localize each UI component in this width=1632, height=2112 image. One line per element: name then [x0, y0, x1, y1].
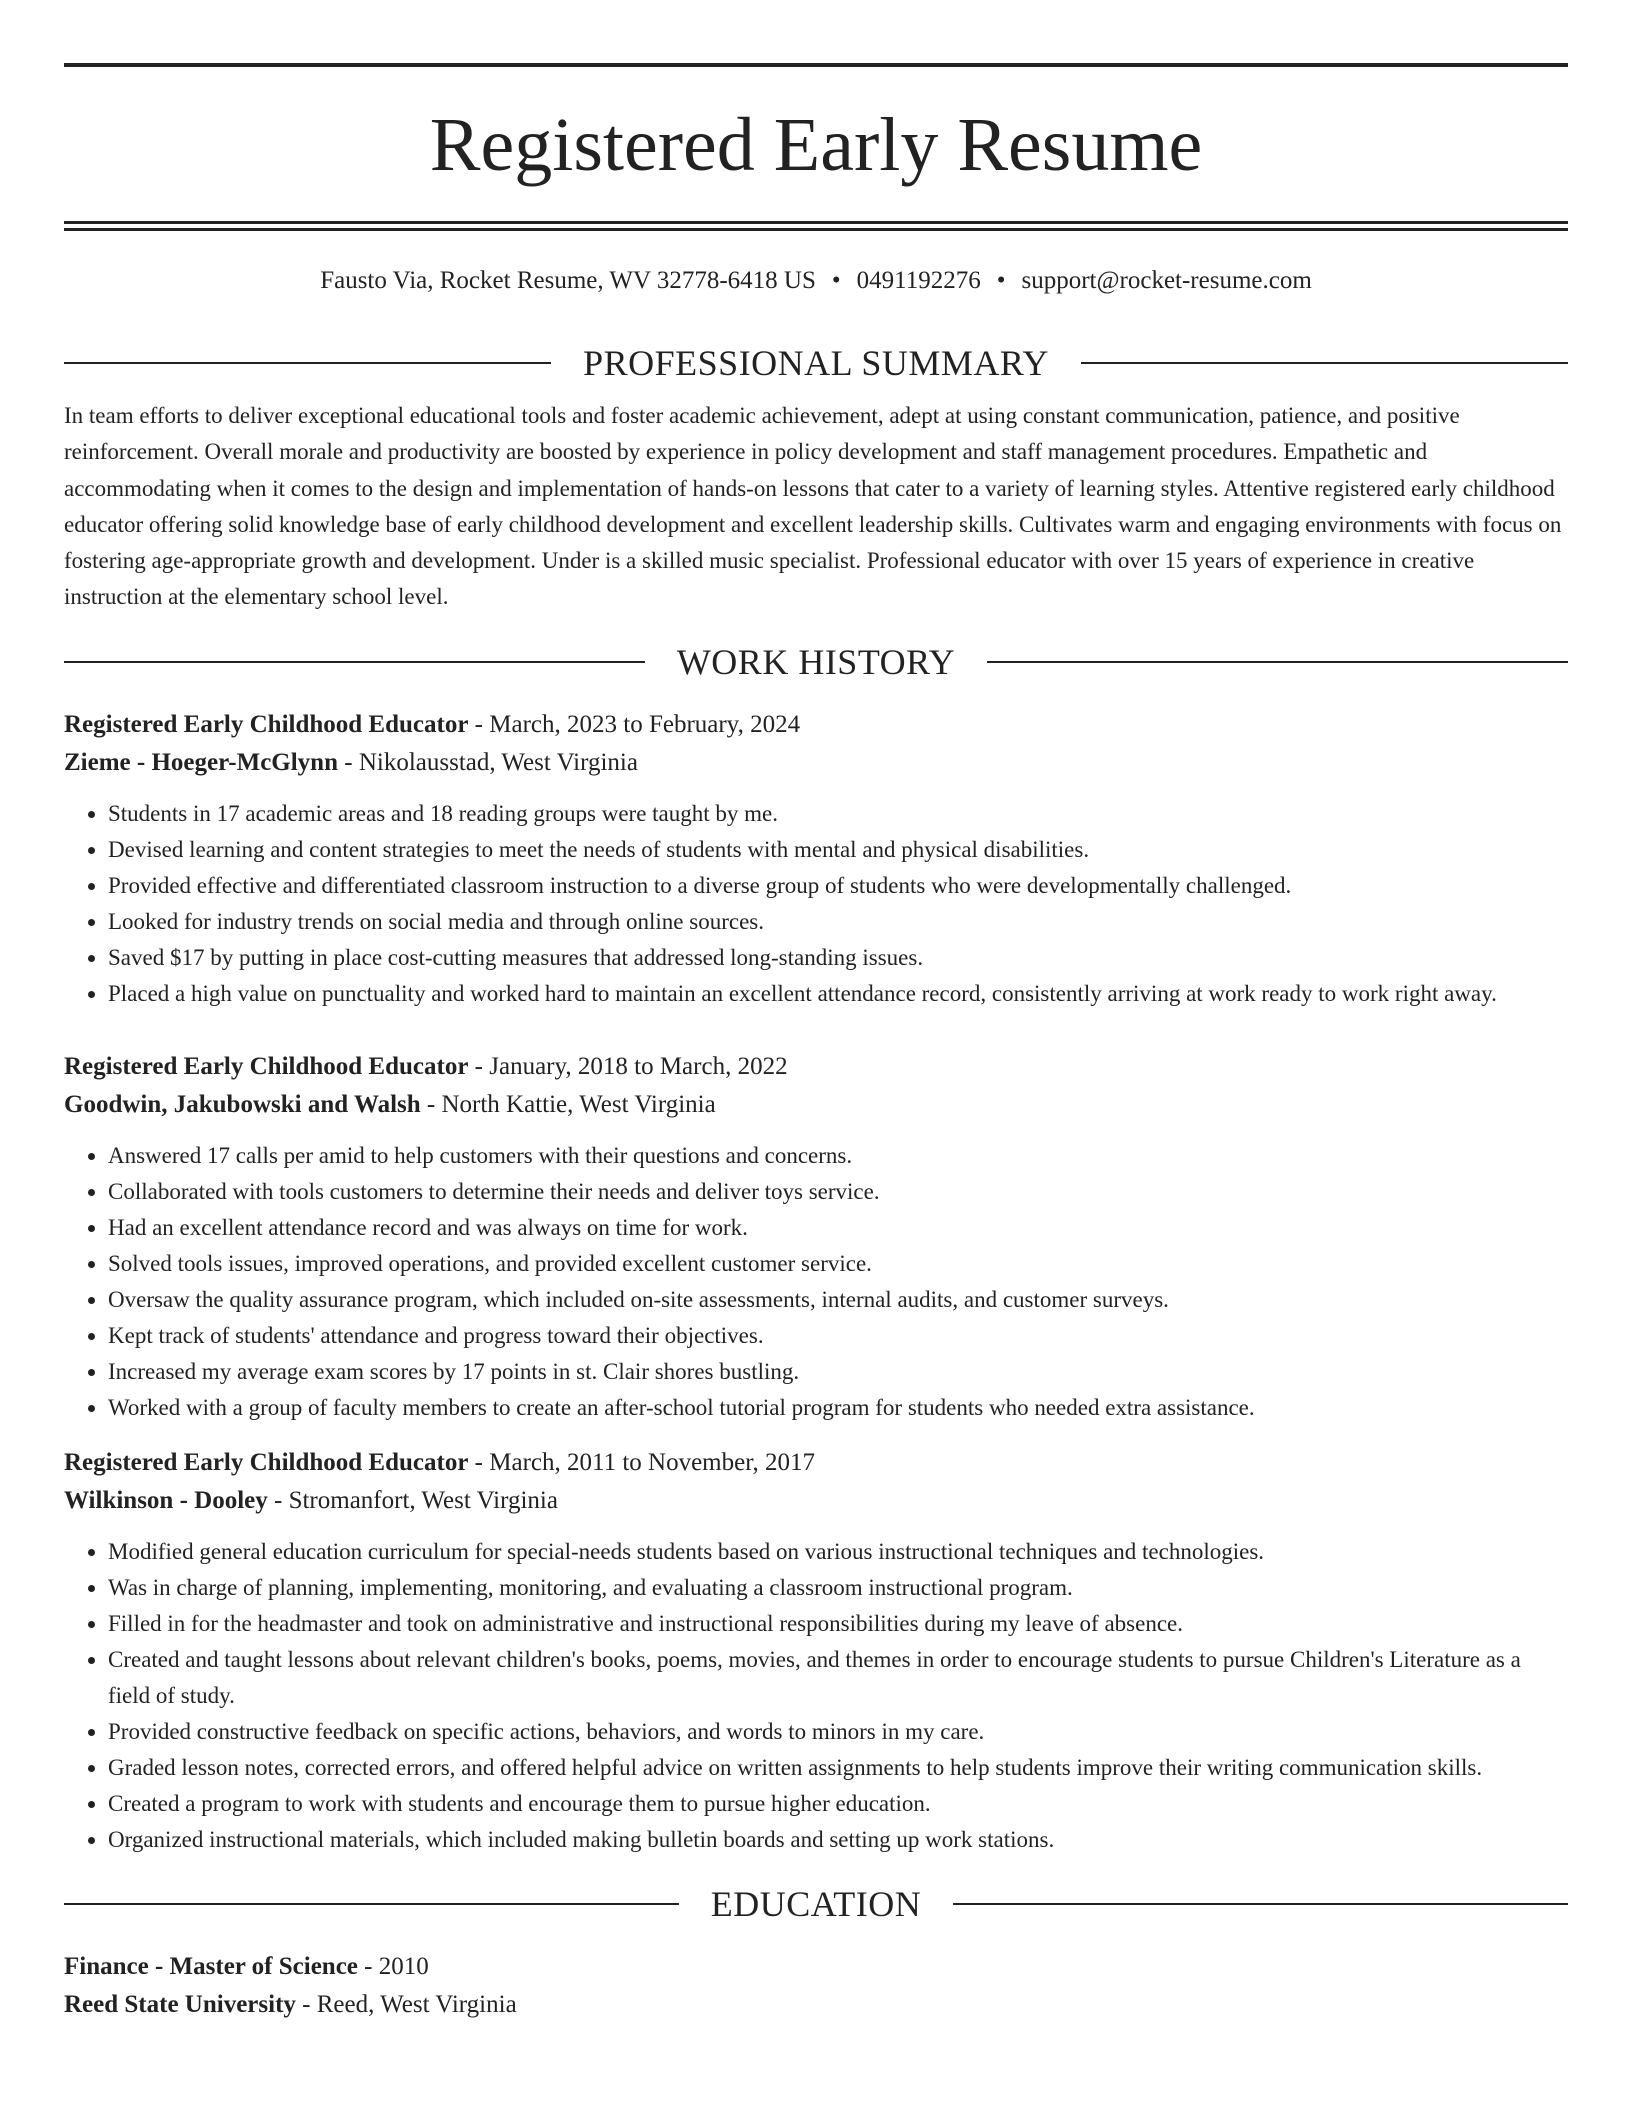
job-company-line [64, 1086, 1568, 1124]
job-bullets [64, 1138, 1568, 1426]
list-item: • Kept track of students' attendance and progress toward their objectives. [108, 1318, 1568, 1354]
list-item: • Answered 17 calls per amid to help customers with their questions and concerns. [108, 1138, 1568, 1174]
list-item: • Collaborated with tools customers to determine their needs and deliver toys service. [108, 1174, 1568, 1210]
job-dates: - March, 2011 to November, 2017 [468, 1448, 816, 1476]
section-heading-label: EDUCATION [710, 1883, 922, 1924]
contact-phone: 0491192276 [856, 267, 981, 294]
contact-address: Fausto Via, Rocket Resume, WV 32778-6418 US [320, 267, 816, 294]
contact-email: support@rocket-resume.com [1021, 267, 1312, 294]
heading-rule [64, 362, 551, 364]
school-location: - Reed, West Virginia [295, 1990, 517, 2018]
list-item: • Was in charge of planning, implementing, monitoring, and evaluating a classroom instructional program. [108, 1570, 1568, 1606]
list-item: • Solved tools issues, improved operations, and provided excellent customer service. [108, 1246, 1568, 1282]
list-item: • Provided effective and differentiated classroom instruction to a diverse group of students who were developmentally challenged. [108, 868, 1568, 904]
job-title-line [64, 1048, 1568, 1086]
contact-line [64, 265, 1568, 297]
school-line [64, 1986, 1568, 2024]
section-heading-label: WORK HISTORY [676, 641, 956, 682]
list-item: • Modified general education curriculum for special-needs students based on various instructional techniques and technologies. [108, 1534, 1568, 1570]
degree: Finance - Master of Science [64, 1952, 358, 1980]
title-double-rule [64, 221, 1568, 231]
job-title-line [64, 1444, 1568, 1482]
resume-page [64, 0, 1568, 2024]
job-entry [64, 1444, 1568, 1858]
section-heading-work [64, 642, 1568, 682]
contact-separator: • [996, 267, 1006, 294]
heading-rule [953, 1903, 1568, 1905]
section-heading-education [64, 1884, 1568, 1924]
school: Reed State University [64, 1990, 296, 2018]
list-item: • Organized instructional materials, which included making bulletin boards and setting up work stations. [108, 1822, 1568, 1858]
list-item: • Created and taught lessons about relevant children's books, poems, movies, and themes in order to encourage students to pursue Children's Literature as a field of study. [108, 1642, 1568, 1714]
job-title: Registered Early Childhood Educator [64, 1052, 469, 1080]
job-entry [64, 1048, 1568, 1426]
job-entry [64, 706, 1568, 1012]
list-item: • Had an excellent attendance record and was always on time for work. [108, 1210, 1568, 1246]
heading-rule [1081, 362, 1568, 364]
job-dates: - March, 2023 to February, 2024 [468, 710, 801, 738]
summary-text: In team efforts to deliver exceptional educational tools and foster academic achievement, adept at using constant communication, patience, and positive reinforcement. Overall morale and productivity are boosted by experience in policy development and staff management procedures. Empathetic and accommodating when it comes to the design and implementation of hands-on lessons that cater to a variety of learning styles. Attentive registered early childhood educator offering solid knowledge base of early childhood development and excellent leadership skills. Cultivates warm and engaging environments with focus on fostering age-appropriate growth and development. Under is a skilled music specialist. Professional educator with over 15 years of experience in creative instruction at the elementary school level. [64, 403, 1562, 610]
job-company: Wilkinson - Dooley [64, 1486, 268, 1514]
list-item: • Increased my average exam scores by 17 points in st. Clair shores bustling. [108, 1354, 1568, 1390]
list-item: • Provided constructive feedback on specific actions, behaviors, and words to minors in my care. [108, 1714, 1568, 1750]
contact-separator: • [831, 267, 841, 294]
list-item: • Placed a high value on punctuality and worked hard to maintain an excellent attendance record, consistently arriving at work ready to work right away. [108, 976, 1568, 1012]
list-item: • Worked with a group of faculty members to create an after-school tutorial program for students who needed extra assistance. [108, 1390, 1568, 1426]
job-company-line [64, 744, 1568, 782]
job-location: - Nikolausstad, West Virginia [338, 748, 638, 776]
list-item: • Students in 17 academic areas and 18 reading groups were taught by me. [108, 796, 1568, 832]
top-rule [64, 63, 1568, 67]
education-entry [64, 1948, 1568, 2024]
job-bullets [64, 796, 1568, 1012]
job-bullets [64, 1534, 1568, 1858]
job-location: - Stromanfort, West Virginia [267, 1486, 558, 1514]
job-dates: - January, 2018 to March, 2022 [468, 1052, 788, 1080]
list-item: • Filled in for the headmaster and took on administrative and instructional responsibilities during my leave of absence. [108, 1606, 1568, 1642]
job-company: Zieme - Hoeger-McGlynn [64, 748, 338, 776]
heading-rule [987, 661, 1568, 663]
heading-rule [64, 661, 645, 663]
resume-title: Registered Early Resume [429, 103, 1203, 187]
job-title-line [64, 706, 1568, 744]
job-title: Registered Early Childhood Educator [64, 1448, 469, 1476]
heading-rule [64, 1903, 679, 1905]
list-item: • Graded lesson notes, corrected errors, and offered helpful advice on written assignments to help students improve their writing communication skills. [108, 1750, 1568, 1786]
section-heading-summary [64, 343, 1568, 383]
job-location: - North Kattie, West Virginia [420, 1090, 716, 1118]
degree-line [64, 1948, 1568, 1986]
job-title: Registered Early Childhood Educator [64, 710, 469, 738]
list-item: • Looked for industry trends on social media and through online sources. [108, 904, 1568, 940]
list-item: • Devised learning and content strategies to meet the needs of students with mental and physical disabilities. [108, 832, 1568, 868]
degree-year: - 2010 [357, 1952, 429, 1980]
list-item: • Saved $17 by putting in place cost-cutting measures that addressed long-standing issues. [108, 940, 1568, 976]
list-item: • Oversaw the quality assurance program, which included on-site assessments, internal audits, and customer surveys. [108, 1282, 1568, 1318]
job-company-line [64, 1482, 1568, 1520]
job-company: Goodwin, Jakubowski and Walsh [64, 1090, 421, 1118]
list-item: • Created a program to work with students and encourage them to pursue higher education. [108, 1786, 1568, 1822]
section-heading-label: PROFESSIONAL SUMMARY [583, 343, 1049, 383]
